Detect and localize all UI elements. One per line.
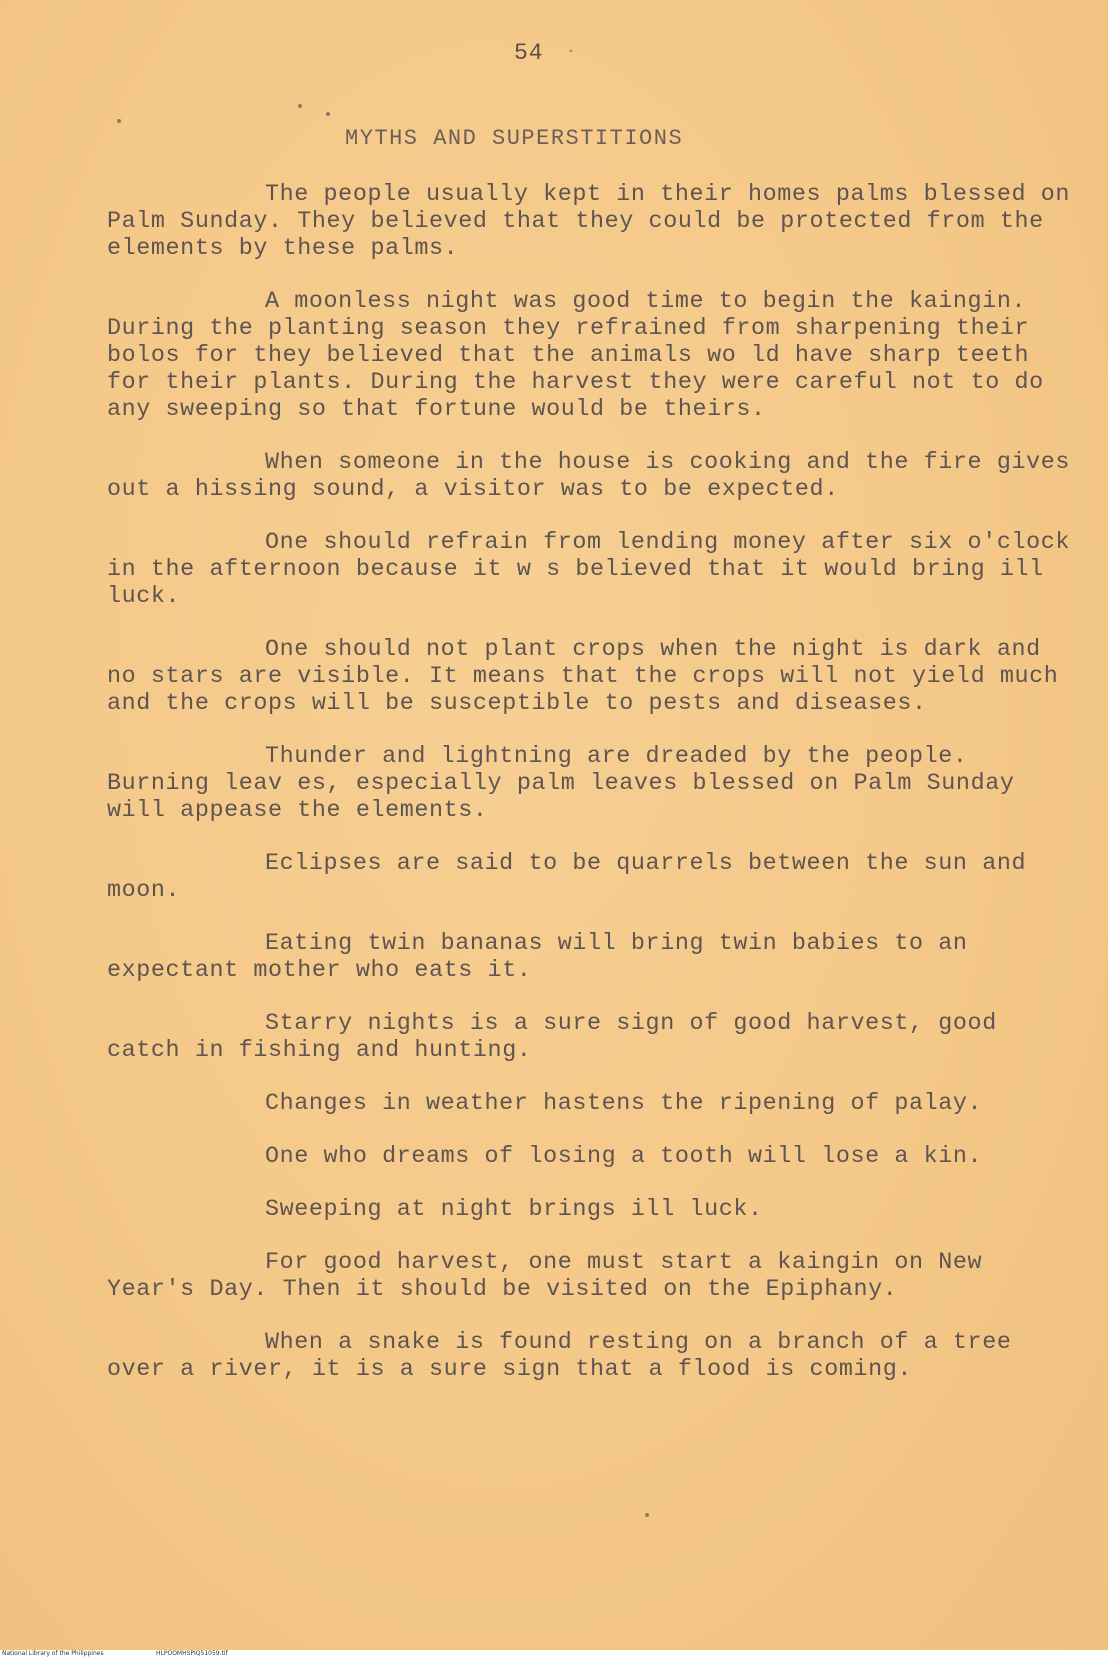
paragraph-sweeping: Sweeping at night brings ill luck.: [265, 1197, 763, 1223]
footer-reference: HLPOOMHSPIQ51059.tif: [156, 1650, 228, 1657]
paragraph-planting-crops: One should not plant crops when the night is dark and no stars are visible. It means that the crops will not yield much and the crops will be susceptible to pests and diseases.: [107, 637, 1059, 717]
page-mark: ·: [566, 42, 576, 60]
ink-speck: [645, 1513, 649, 1517]
paragraph-hissing-fire: When someone in the house is cooking and the fire gives out a hissing sound, a visitor was to be expected.: [107, 450, 1071, 503]
page-number: 54: [514, 40, 544, 66]
paragraph-eclipses: Eclipses are said to be quarrels between the sun and moon.: [107, 851, 1027, 904]
body-text: [107, 182, 1077, 1410]
paragraph-weather: Changes in weather hastens the ripening of palay.: [265, 1091, 983, 1117]
paragraph-starry-nights: Starry nights is a sure sign of good harvest, good catch in fishing and hunting.: [107, 1011, 997, 1064]
ink-speck: [326, 112, 330, 116]
paragraph-palms: The people usually kept in their homes palms blessed on Palm Sunday. They believed that they could be protected from the elements by these palms.: [107, 182, 1071, 262]
paragraph-snake: When a snake is found resting on a branch of a tree over a river, it is a sure sign that a flood is coming.: [107, 1330, 1012, 1383]
paragraph-lending-money: One should refrain from lending money after six o'clock in the afternoon because it w s believed that it would bring ill luck.: [107, 530, 1071, 610]
paragraph-twin-bananas: Eating twin bananas will bring twin babies to an expectant mother who eats it.: [107, 931, 968, 984]
footer-library: National Library of the Philippines: [2, 1650, 104, 1657]
ink-speck: [117, 119, 121, 123]
paragraph-kaingin: A moonless night was good time to begin the kaingin. During the planting season they refrained from sharpening their bolos for they believed that the animals wo ld have sharp teeth for their plants. During the harvest they were careful not to do any sweeping so that fortune would be theirs.: [107, 289, 1044, 423]
page-title: MYTHS AND SUPERSTITIONS: [345, 126, 684, 151]
scan-footer: [0, 1650, 1108, 1658]
paragraph-new-year: For good harvest, one must start a kaingin on New Year's Day. Then it should be visited on the Epiphany.: [107, 1250, 983, 1303]
paragraph-tooth: One who dreams of losing a tooth will lose a kin.: [265, 1144, 983, 1170]
paragraph-thunder: Thunder and lightning are dreaded by the people. Burning leav es, especially palm leaves blessed on Palm Sunday will appease the elements.: [107, 744, 1015, 824]
ink-speck: [298, 104, 302, 108]
